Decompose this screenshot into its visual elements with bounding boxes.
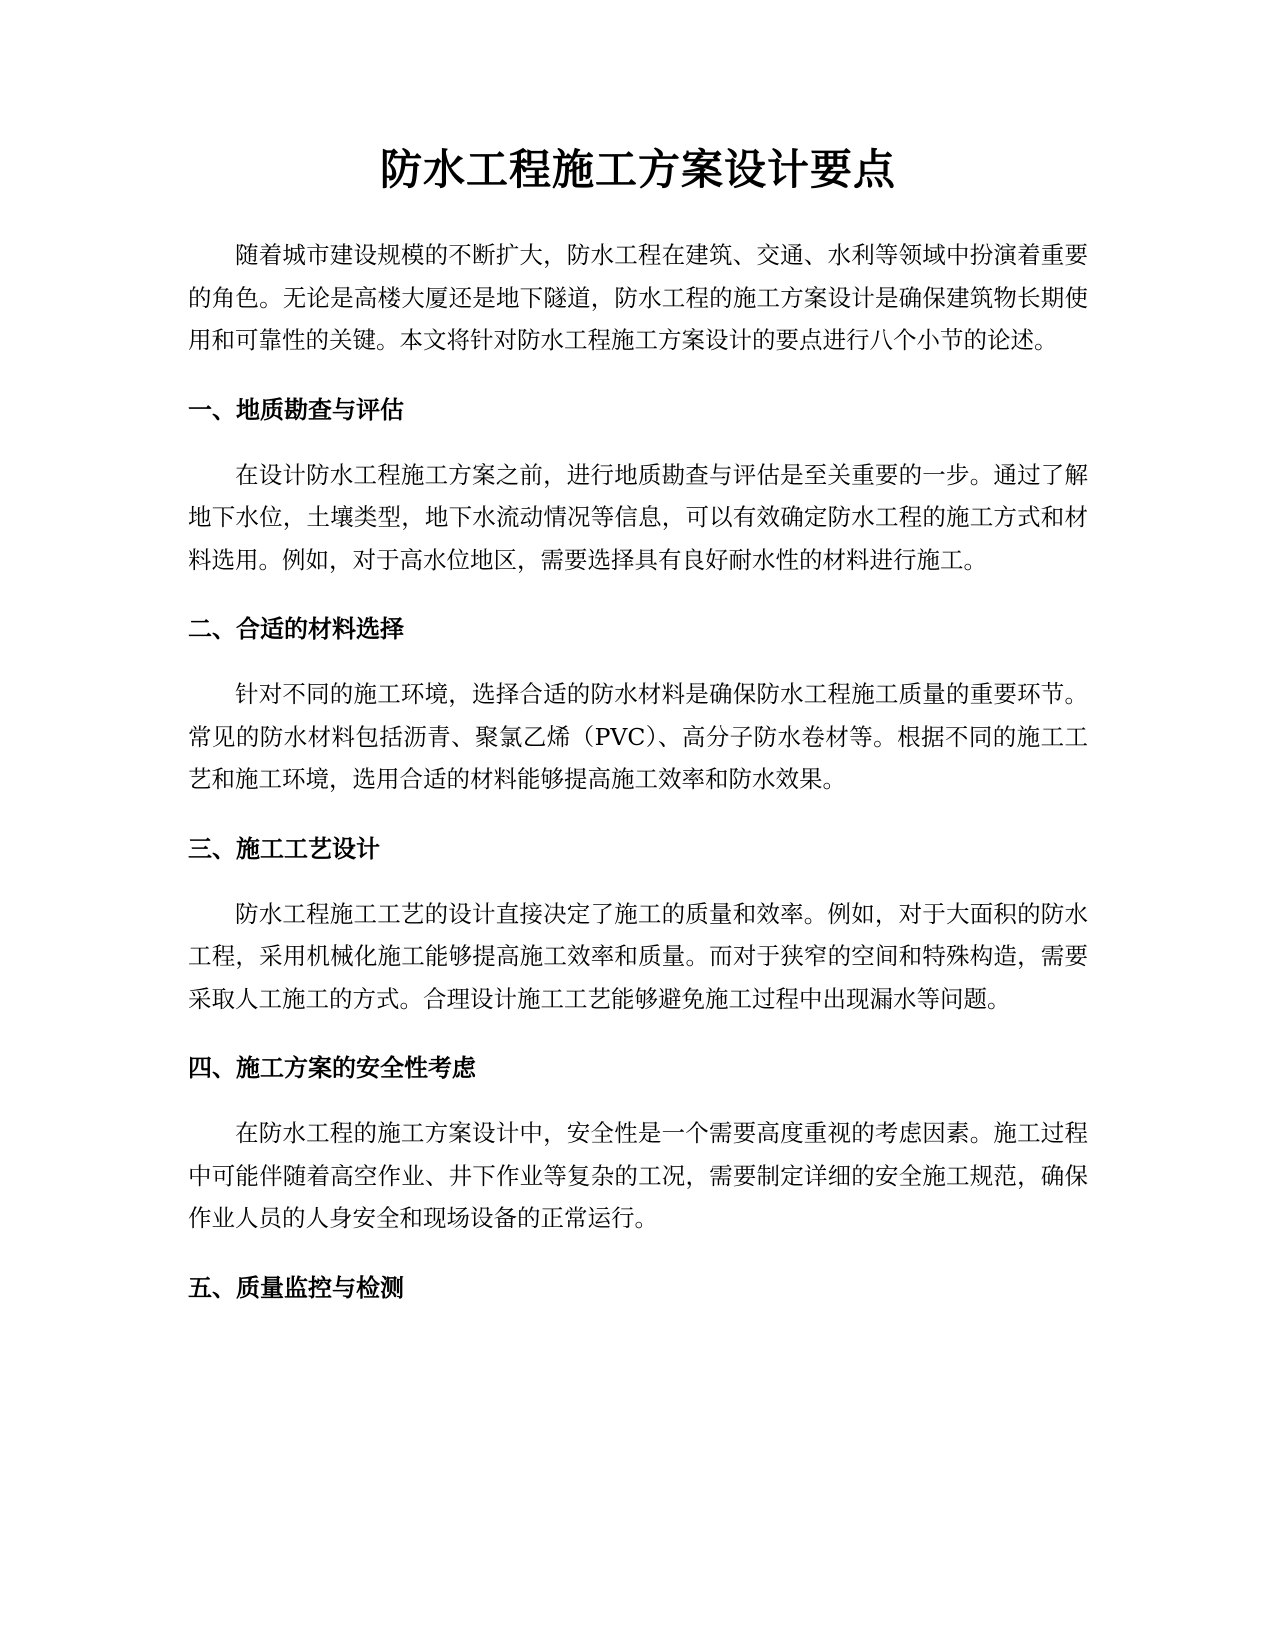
page-title: 防水工程施工方案设计要点 bbox=[379, 145, 896, 194]
section-heading-4: 四、施工方案的安全性考虑 bbox=[188, 1054, 476, 1082]
section-body-2: 针对不同的施工环境，选择合适的防水材料是确保防水工程施工质量的重要环节。常见的防水材料包括沥青、聚氯乙烯（PVC）、高分子防水卷材等。根据不同的施工工艺和施工环境，选用合适的材料能够提高施工效率和防水效果。 bbox=[188, 680, 1088, 793]
section-heading-2: 二、合适的材料选择 bbox=[188, 615, 404, 643]
section-heading-5: 五、质量监控与检测 bbox=[188, 1273, 404, 1302]
intro-paragraph: 随着城市建设规模的不断扩大，防水工程在建筑、交通、水利等领域中扮演着重要的角色。无论是高楼大厦还是地下隧道，防水工程的施工方案设计是确保建筑物长期使用和可靠性的关键。本文将针对防水工程施工方案设计的要点进行八个小节的论述。 bbox=[188, 241, 1088, 354]
section-heading-3: 三、施工工艺设计 bbox=[188, 834, 380, 863]
section-body-3: 防水工程施工工艺的设计直接决定了施工的质量和效率。例如，对于大面积的防水工程，采用机械化施工能够提高施工效率和质量。而对于狭窄的空间和特殊构造，需要采取人工施工的方式。合理设计施工工艺能够避免施工过程中出现漏水等问题。 bbox=[188, 899, 1088, 1013]
section-heading-1: 一、地质勘查与评估 bbox=[188, 395, 404, 424]
section-body-4: 在防水工程的施工方案设计中，安全性是一个需要高度重视的考虑因素。施工过程中可能伴随着高空作业、井下作业等复杂的工况，需要制定详细的安全施工规范，确保作业人员的人身安全和现场设备的正常运行。 bbox=[188, 1119, 1088, 1232]
section-body-1: 在设计防水工程施工方案之前，进行地质勘查与评估是至关重要的一步。通过了解地下水位，土壤类型，地下水流动情况等信息，可以有效确定防水工程的施工方式和材料选用。例如，对于高水位地区，需要选择具有良好耐水性的材料进行施工。 bbox=[188, 460, 1088, 574]
document-content bbox=[188, 140, 1088, 1332]
